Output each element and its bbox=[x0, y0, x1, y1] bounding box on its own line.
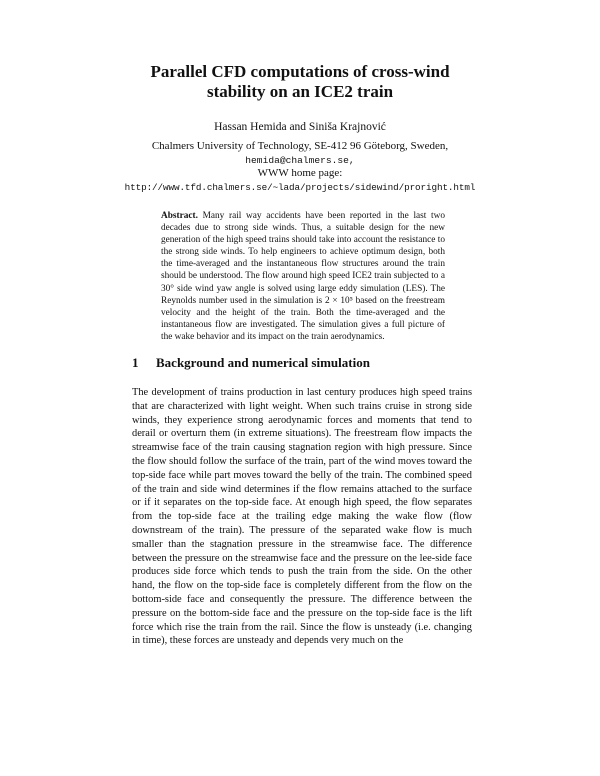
affiliation: Chalmers University of Technology, SE-412 96 Göteborg, Sweden, bbox=[151, 140, 449, 152]
abstract-label: Abstract. bbox=[161, 211, 198, 221]
home-page-label: WWW home page: bbox=[257, 167, 343, 179]
authors: Hassan Hemida and Siniša Krajnović bbox=[214, 121, 386, 133]
home-page-url: http://www.tfd.chalmers.se/~lada/projects/sidewind/proright.html bbox=[124, 181, 476, 193]
title-line-2: stability on an ICE2 train bbox=[206, 82, 394, 101]
title-line-1: Parallel CFD computations of cross-wind bbox=[150, 62, 450, 81]
affiliation-block bbox=[0, 140, 600, 194]
email: hemida@chalmers.se, bbox=[245, 154, 355, 166]
section-number: 1 bbox=[132, 355, 139, 370]
body-paragraph: The development of trains production in last century produces high speed trains that are characterized with light weight. When such trains cruise in strong side winds, they experience strong aerodynamic forces and moments that tend to derail or overturn them (in extreme situations). The freestream flow impacts the streamwise face of the train causing stagnation region with high pressure. Since the flow should follow the surface of the train, part of the wind moves toward the top-side face while part moves toward the belly of the train. The combined speed of the train and side wind determines if the flow remains attached to the surface or if it separates on the top-side face. At enough high speed, the flow separates from the top-side face at the trailing edge making the wake flow (flow downstream of the train). The pressure of the separated wake flow is much smaller than the stagnation pressure in the streamwise face. The difference between the pressure on the streamwise face and the pressure on the lee-side face produces side force which tends to push the train from the side. On the other hand, the flow on the top-side face is completely different from the flow on the bottom-side face and consequently the pressure. The difference between the pressure on the bottom-side face and the pressure on the top-side face is the lift force which rise the train from the rail. Since the flow is unsteady (i.e. changing in time), these forces are unsteady and depends very much on the bbox=[132, 387, 472, 647]
section-heading bbox=[132, 355, 472, 371]
section-title: Background and numerical simulation bbox=[156, 355, 370, 370]
abstract-text: Many rail way accidents have been reported in the last two decades due to strong side winds. Thus, a suitable design for the new generation of the high speed trains should take into account the resistance to the strong side winds. To help engineers to achieve optimum design, both the time-averaged and the instantaneous flow structures around the train should be understood. The flow around high speed ICE2 train subjected to a 30° side wind yaw angle is solved using large eddy simulation (LES). The Reynolds number used in the simulation is 2 × 10⁵ based on the freestream velocity and the height of the train. Both the time-averaged and the instantaneous flow are investigated. The simulation gives a full picture of the wake behavior and its impact on the train aerodynamics. bbox=[161, 211, 446, 342]
abstract bbox=[161, 210, 445, 343]
paper-title bbox=[0, 62, 600, 102]
